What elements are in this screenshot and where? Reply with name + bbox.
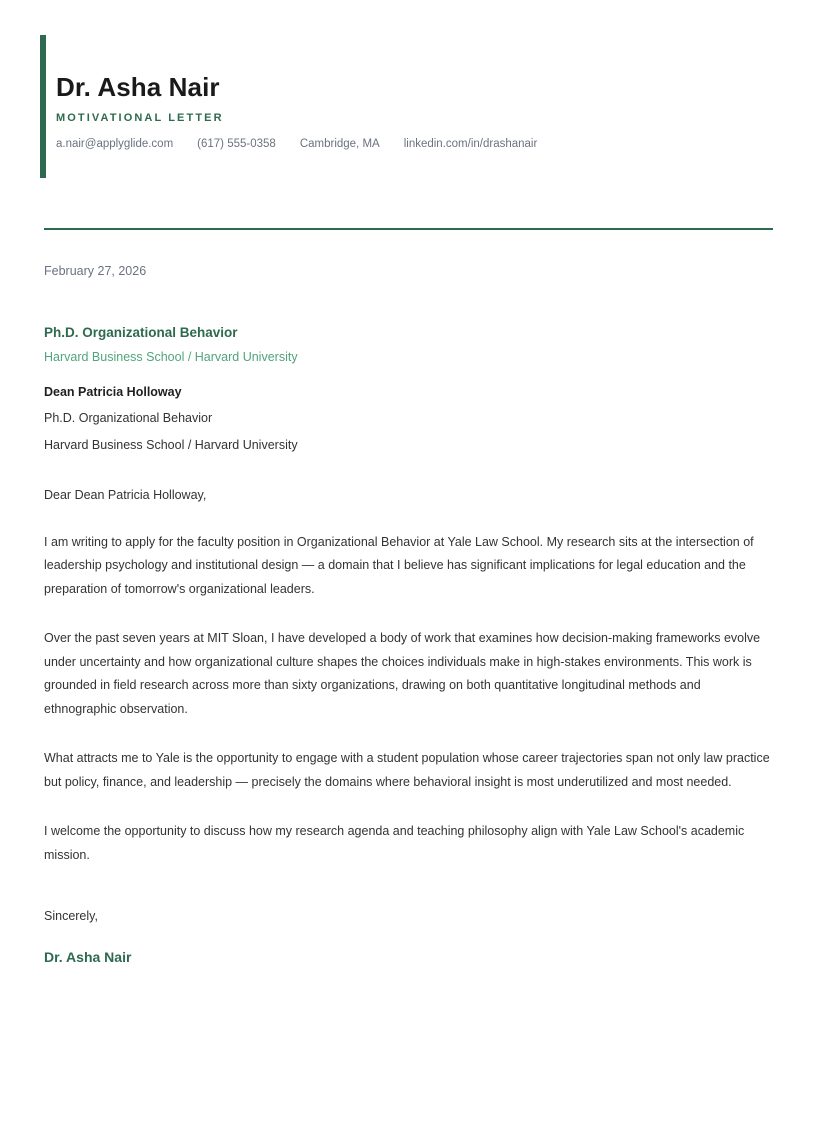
recipient-name: Dean Patricia Holloway [44, 384, 182, 399]
position-organization: Harvard Business School / Harvard University [44, 350, 298, 365]
letter-page [0, 35, 816, 1135]
contact-linkedin[interactable]: linkedin.com/in/drashanair [403, 137, 538, 150]
document-type-label: MOTIVATIONAL LETTER [56, 111, 224, 124]
header-divider [44, 228, 773, 230]
sender-name: Dr. Asha Nair [56, 72, 220, 102]
salutation: Dear Dean Patricia Holloway, [44, 488, 207, 503]
recipient-block [44, 384, 773, 455]
body-paragraph: What attracts me to Yale is the opportunity to engage with a student population whose career trajectories span not only law practice but policy, finance, and leadership — precisely the domains where behavioral insight is most underutilized and most needed. [44, 751, 770, 789]
signature-name: Dr. Asha Nair [44, 948, 132, 965]
contact-info-row [56, 138, 816, 150]
body-paragraph: Over the past seven years at MIT Sloan, I have developed a body of work that examines how decision-making frameworks evolve under uncertainty and how organizational culture shapes the choices individuals make in high-stakes environments. This work is grounded in field research across more than sixty organizations, drawing on both quantitative longitudinal methods and ethnographic observation. [44, 631, 761, 716]
letter-header [0, 35, 816, 178]
contact-location: Cambridge, MA [299, 137, 380, 150]
recipient-title: Ph.D. Organizational Behavior [44, 411, 213, 426]
header-accent-bar [40, 35, 46, 178]
letter-date: February 27, 2026 [44, 264, 147, 278]
contact-email[interactable]: a.nair@applyglide.com [56, 137, 174, 150]
contact-phone[interactable]: (617) 555-0358 [197, 137, 276, 150]
letter-body [44, 263, 773, 967]
body-paragraph: I welcome the opportunity to discuss how my research agenda and teaching philosophy align with Yale Law School's academic mission. [44, 824, 745, 862]
recipient-organization: Harvard Business School / Harvard University [44, 437, 298, 452]
position-block [44, 324, 773, 367]
closing-line: Sincerely, [44, 909, 98, 924]
body-paragraph: I am writing to apply for the faculty position in Organizational Behavior at Yale Law School. My research sits at the intersection of leadership psychology and institutional design — a domain that I believe has significant implications for legal education and the preparation of tomorrow's organizational leaders. [44, 534, 754, 596]
position-title: Ph.D. Organizational Behavior [44, 324, 238, 340]
